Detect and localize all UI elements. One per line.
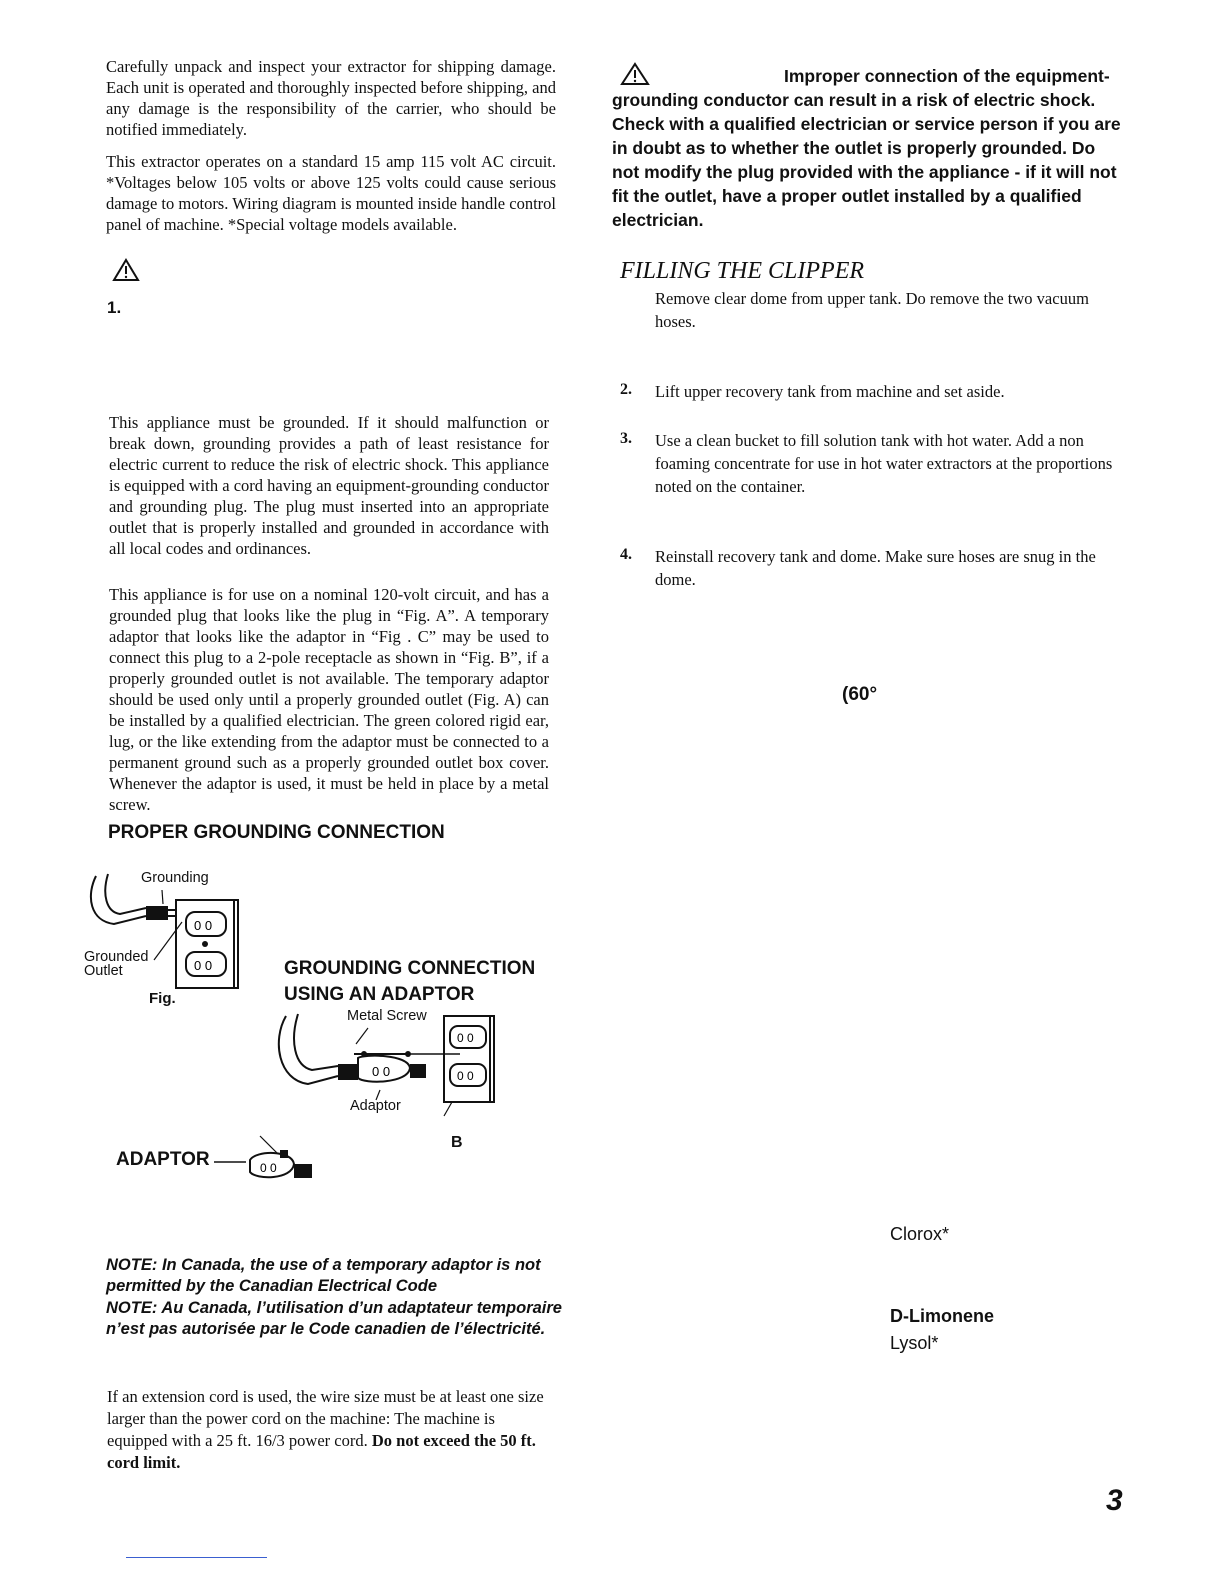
svg-text:0 0: 0 0: [372, 1064, 391, 1079]
adaptor-heading-line1: GROUNDING CONNECTION: [284, 958, 536, 979]
svg-text:0 0: 0 0: [260, 1161, 277, 1175]
extension-cord-limit: Do not exceed the 50 ft. cord limit.: [107, 1431, 536, 1472]
note-text: In Canada, the use of a temporary adaptor is not permitted by the Canadian Electrical Code: [106, 1256, 541, 1295]
extension-cord-paragraph: [107, 1386, 547, 1474]
svg-text:0 0: 0 0: [194, 918, 213, 933]
svg-text:0 0: 0 0: [457, 1031, 474, 1045]
temperature-fragment: (60°: [842, 684, 878, 705]
note-text: Au Canada, l’utilisation d’un adaptateur temporaire n’est pas autorisée par le Code canadien de l’électricité.: [106, 1299, 562, 1338]
d-limonene-label: D-Limonene: [890, 1306, 995, 1326]
svg-text:0 0: 0 0: [457, 1069, 474, 1083]
step-4-number: 4.: [620, 546, 632, 563]
adaptor-label: Adaptor: [350, 1098, 401, 1114]
figure-c-diagram: [212, 1132, 322, 1184]
step-2-text: Lift upper recovery tank from machine and set aside.: [655, 382, 1005, 401]
note-label: NOTE:: [106, 1299, 158, 1317]
step-one-number: 1.: [107, 298, 122, 317]
filling-heading: FILLING THE CLIPPER: [620, 258, 865, 284]
note-canada-english: [106, 1255, 566, 1297]
extension-cord-text: If an extension cord is used, the wire size must be at least one size larger than the power cord on the machine: The machine is equipped with a 25 ft. 16/3 power cord.: [107, 1387, 544, 1450]
grounded-outlet-label: Grounded Outlet: [84, 949, 149, 979]
metal-screw-label: Metal Screw: [347, 1008, 427, 1024]
note-label: NOTE:: [106, 1256, 158, 1274]
warning-triangle-icon: [112, 258, 140, 282]
step-3-text: Use a clean bucket to fill solution tank with hot water. Add a non foaming concentrate for use in hot water extractors at the proportions noted on the container.: [655, 431, 1113, 496]
lysol-label: Lysol*: [890, 1333, 939, 1353]
grounding-paragraph: This appliance must be grounded. If it should malfunction or break down, grounding provides a path of least resistance for electric current to reduce the risk of electric shock. This appliance is equipped with a cord having an equipment-grounding conductor and grounding plug. The plug must inserted into an appropriate outlet that is properly installed and grounded in accordance with all local codes and ordinances.: [109, 413, 549, 558]
footer-rule: [126, 1557, 267, 1558]
step-4-text: Reinstall recovery tank and dome. Make sure hoses are snug in the dome.: [655, 547, 1096, 589]
step-1-text: Remove clear dome from upper tank. Do remove the two vacuum hoses.: [655, 289, 1089, 331]
unpack-paragraph: Carefully unpack and inspect your extractor for shipping damage. Each unit is operated and thoroughly inspected before shipping, and any damage is the responsibility of the carrier, who should be notified immediately.: [106, 57, 556, 139]
note-canada-french: [106, 1298, 566, 1340]
voltage-paragraph: This extractor operates on a standard 15 amp 115 volt AC circuit. *Voltages below 105 volts or above 125 volts could cause serious damage to motors. Wiring diagram is mounted inside handle control panel of machine. *Special voltage models available.: [106, 152, 556, 234]
step-2-number: 2.: [620, 381, 632, 398]
grounding-warning: Improper connection of the equipment-grounding conductor can result in a risk of electric shock. Check with a qualified electrician or service person if you are in doubt as to whether the outlet is properly grounded. Do not modify the plug provided with the appliance - if it will not fit the outlet, have a proper outlet installed by a qualified electrician.: [612, 66, 1121, 230]
page-number: 3: [1106, 1484, 1123, 1517]
adaptor-caption: ADAPTOR: [116, 1149, 210, 1170]
circuit-paragraph: This appliance is for use on a nominal 120-volt circuit, and has a grounded plug that looks like the plug in “Fig. A”. A temporary adaptor that looks like the adaptor in “Fig . C” may be used to connect this plug to a 2-pole receptacle as shown in “Fig. B”, if a properly grounded outlet is not available. The temporary adaptor should be used only until a properly grounded outlet (Fig. A) can be installed by a qualified electrician. The green colored rigid ear, lug, or the like extending from the adaptor must be connected to a permanent ground such as a properly grounded outlet box cover. Whenever the adaptor is used, it must be held in place by a metal screw.: [109, 585, 549, 814]
figure-b-letter: B: [451, 1134, 463, 1151]
adaptor-heading-line2: USING AN ADAPTOR: [284, 984, 475, 1005]
clorox-label: Clorox*: [890, 1224, 950, 1244]
proper-grounding-heading: PROPER GROUNDING CONNECTION: [108, 822, 445, 843]
svg-text:0 0: 0 0: [194, 958, 213, 973]
step-3-number: 3.: [620, 430, 632, 447]
figure-a-label: Fig.: [149, 990, 176, 1007]
grounding-label: Grounding: [141, 870, 209, 886]
